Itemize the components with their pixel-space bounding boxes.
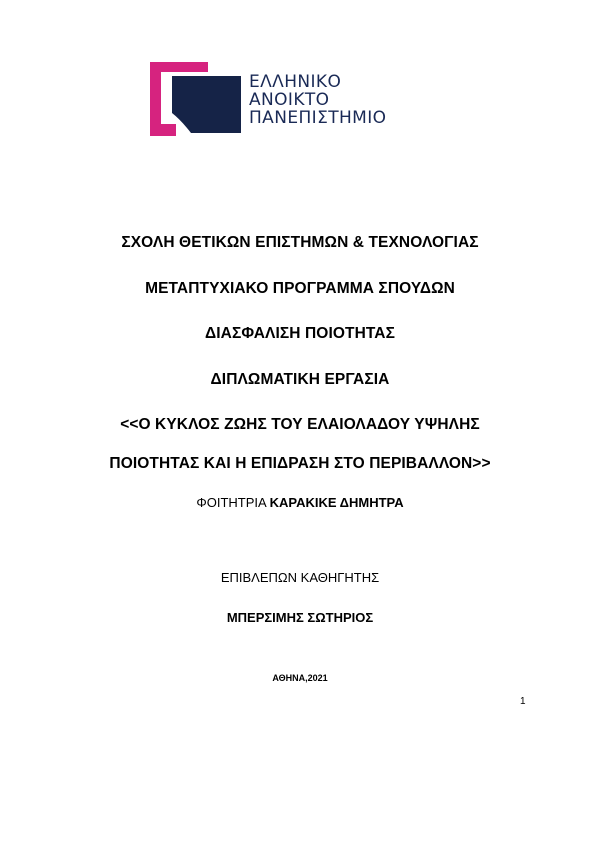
student-label: ΦΟΙΤΗΤΡΙΑ (196, 495, 266, 510)
thesis-type: ΔΙΠΛΩΜΑΤΙΚΗ ΕΡΓΑΣΙΑ (210, 371, 390, 388)
logo-emblem-icon (150, 62, 246, 136)
thesis-title-line-1: <<Ο ΚΥΚΛΟΣ ΖΩΗΣ ΤΟΥ ΕΛΑΙΟΛΑΔΟΥ ΥΨΗΛΗΣ (120, 416, 480, 433)
program-name: ΜΕΤΑΠΤΥΧΙΑΚΟ ΠΡΟΓΡΑΜΜΑ ΣΠΟΥΔΩΝ (145, 280, 455, 297)
supervisor-name: ΜΠΕΡΣΙΜΗΣ ΣΩΤΗΡΙΟΣ (226, 610, 374, 625)
specialization: ΔΙΑΣΦΑΛΙΣΗ ΠΟΙΟΤΗΤΑΣ (205, 325, 395, 342)
logo-line-2: ΑΝΟΙΚΤΟ (249, 90, 330, 110)
logo-line-3: ΠΑΝΕΠΙΣΤΗΜΙΟ (249, 108, 387, 128)
place-year: ΑΘΗΝΑ,2021 (272, 673, 328, 683)
logo-line-1: ΕΛΛΗΝΙΚΟ (249, 72, 342, 92)
student-name: ΚΑΡΑΚΙΚΕ ΔΗΜΗΤΡΑ (269, 495, 404, 510)
logo-wordmark (249, 73, 386, 127)
university-logo (150, 62, 400, 136)
school-name: ΣΧΟΛΗ ΘΕΤΙΚΩΝ ΕΠΙΣΤΗΜΩΝ & ΤΕΧΝΟΛΟΓΙΑΣ (121, 234, 479, 251)
supervisor-label: ΕΠΙΒΛΕΠΩΝ ΚΑΘΗΓΗΤΗΣ (220, 570, 380, 585)
page-number: 1 (520, 696, 526, 707)
logo-navy-block (172, 76, 241, 133)
student-line (0, 495, 600, 510)
thesis-title-line-2: ΠΟΙΟΤΗΤΑΣ ΚΑΙ Η ΕΠΙΔΡΑΣΗ ΣΤΟ ΠΕΡΙΒΑΛΛΟΝ>> (109, 455, 491, 472)
